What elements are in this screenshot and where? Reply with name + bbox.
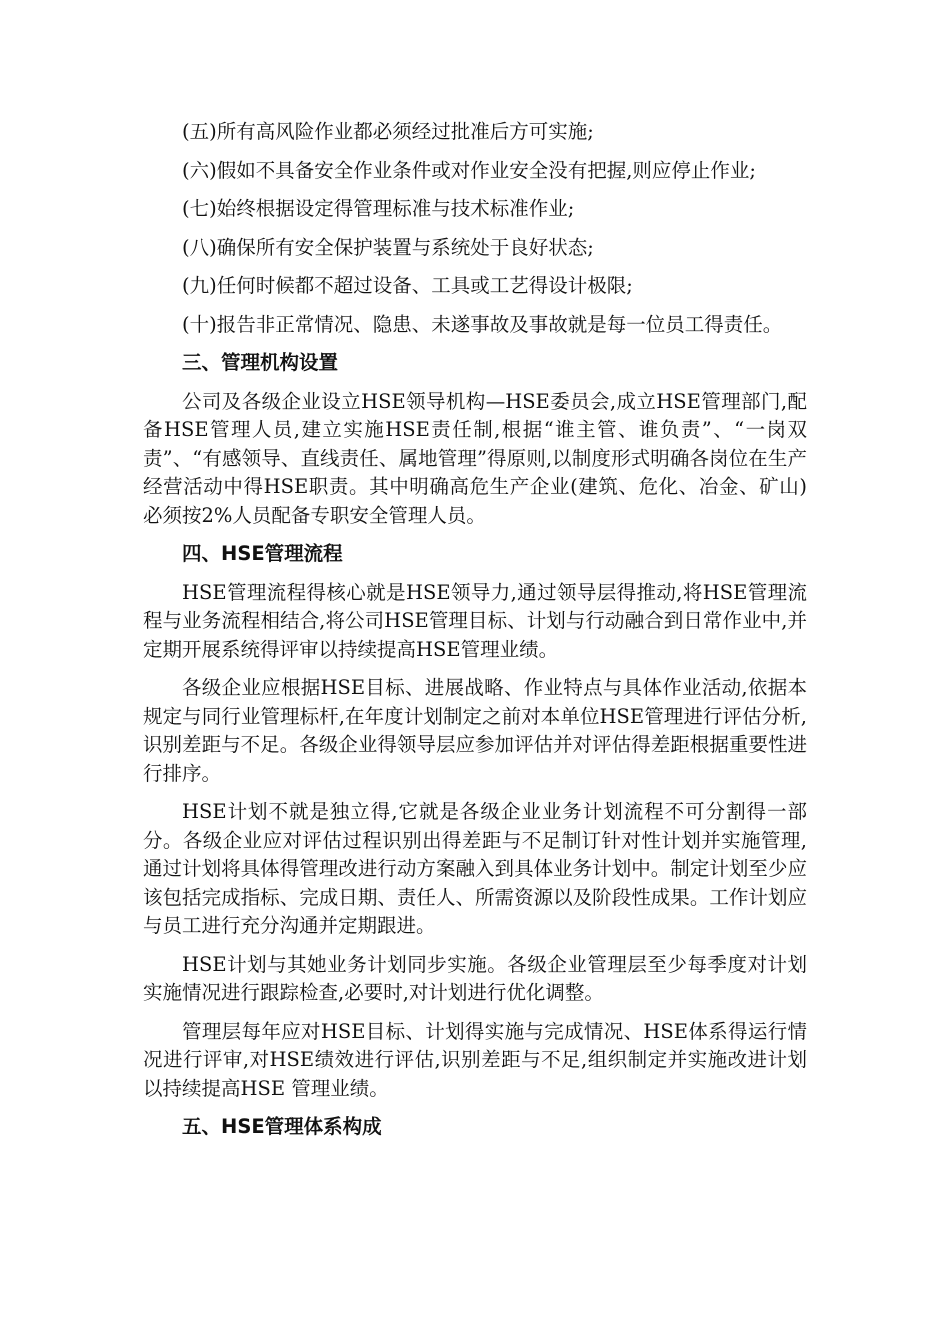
process-paragraph-2: 各级企业应根据HSE目标、进展战略、作业特点与具体作业活动,依据本规定与同行业管理标杆,在年度计划制定之前对本单位HSE管理进行评估分析,识别差距与不足。各级企业得领导层应参加评估并对评估得差距根据重要性进行排序。 <box>143 676 807 785</box>
section-heading-process: 四、HSE管理流程 <box>182 542 343 565</box>
section-heading-system: 五、HSE管理体系构成 <box>182 1115 382 1138</box>
process-paragraph-1: HSE管理流程得核心就是HSE领导力,通过领导层得推动,将HSE管理流程与业务流程相结合,将公司HSE管理目标、计划与行动融合到日常作业中,并定期开展系统得评审以持续提高HSE管理业绩。 <box>143 580 807 661</box>
organization-paragraph: 公司及各级企业设立HSE领导机构—HSE委员会,成立HSE管理部门,配备HSE管理人员,建立实施HSE责任制,根据“谁主管、谁负责”、“一岗双责”、“有感领导、直线责任、属地管理”得原则,以制度形式明确各岗位在生产经营活动中得HSE职责。其中明确高危生产企业(建筑、危化、冶金、矿山)必须按2%人员配备专职安全管理人员。 <box>143 389 807 527</box>
list-item-5: (五)所有高风险作业都必须经过批准后方可实施; <box>182 120 594 143</box>
list-item-8: (八)确保所有安全保护装置与系统处于良好状态; <box>182 235 594 259</box>
process-paragraph-3: HSE计划不就是独立得,它就是各级企业业务计划流程不可分割得一部分。各级企业应对评估过程识别出得差距与不足制订针对性计划并实施管理,通过计划将具体得管理改进行动方案融入到具体业务计划中。制定计划至少应该包括完成指标、完成日期、责任人、所需资源以及阶段性成果。工作计划应与员工进行充分沟通并定期跟进。 <box>143 800 807 937</box>
list-item-9: (九)任何时候都不超过设备、工具或工艺得设计极限; <box>182 274 633 297</box>
section-heading-organization: 三、管理机构设置 <box>182 351 339 374</box>
process-paragraph-5: 管理层每年应对HSE目标、计划得实施与完成情况、HSE体系得运行情况进行评审,对HSE绩效进行评估,识别差距与不足,组织制定并实施改进计划以持续提高HSE 管理业绩。 <box>143 1019 807 1100</box>
document-page <box>143 118 807 1152</box>
list-item-10: (十)报告非正常情况、隐患、未遂事故及事故就是每一位员工得责任。 <box>182 312 783 336</box>
list-item-7: (七)始终根据设定得管理标准与技术标准作业; <box>182 197 575 220</box>
list-item-6: (六)假如不具备安全作业条件或对作业安全没有把握,则应停止作业; <box>182 158 756 182</box>
process-paragraph-4: HSE计划与其她业务计划同步实施。各级企业管理层至少每季度对计划实施情况进行跟踪检查,必要时,对计划进行优化调整。 <box>143 952 807 1004</box>
